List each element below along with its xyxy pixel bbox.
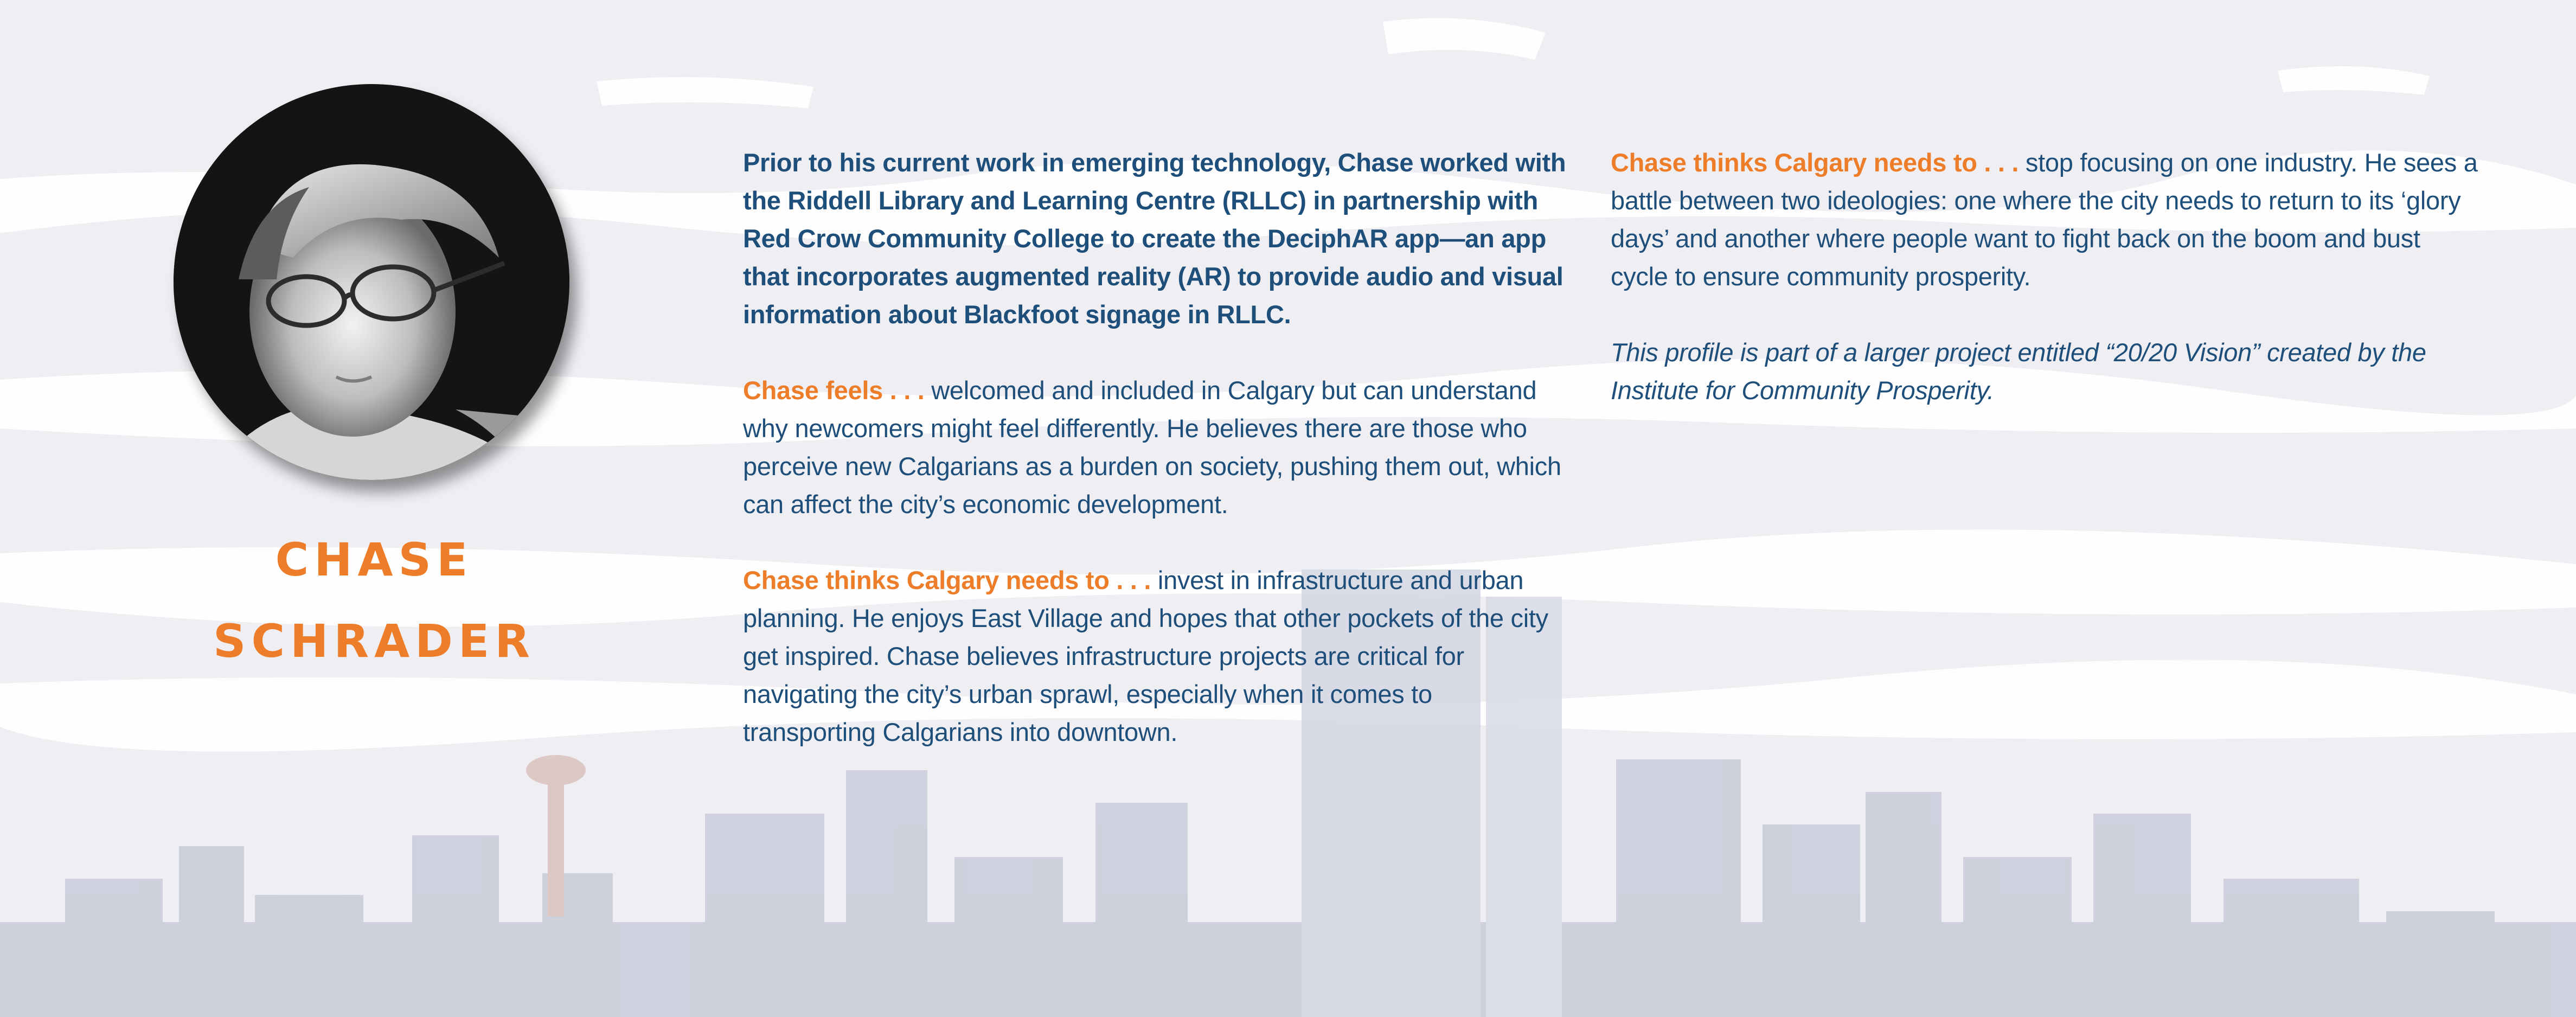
needs-label: Chase thinks Calgary needs to . . . — [743, 566, 1151, 594]
intro-paragraph: Prior to his current work in emerging technology, Chase worked with the Riddell Library and Learning Centre (RLLC) in partnership with Red Crow Community College to create the DeciphAR app—an app that incorporates augmented reality (AR) to provide audio and visual information about Blackfoot signage in RLLC. — [743, 148, 1566, 329]
feels-paragraph — [743, 372, 1567, 523]
feels-label: Chase feels . . . — [743, 376, 925, 405]
profile-first-name: CHASE — [275, 533, 473, 586]
needs-paragraph-industry — [1611, 144, 2478, 296]
profile-photo — [174, 84, 569, 480]
needs-paragraph-infrastructure — [743, 561, 1567, 751]
right-text-column — [1611, 144, 2478, 447]
needs-label: Chase thinks Calgary needs to . . . — [1611, 148, 2019, 177]
feels-text: welcomed and included in Calgary but can understand why newcomers might feel differently. He believes there are those who perceive new Calgarians as a burden on society, pushing them out, which can affect the city’s economic development. — [743, 376, 1561, 519]
left-text-column — [743, 144, 1567, 789]
project-footnote: This profile is part of a larger project entitled “20/20 Vision” created by the Institute for Community Prosperity. — [1611, 338, 2426, 405]
needs-text: stop focusing on one industry. He sees a battle between two ideologies: one where the city needs to return to its ‘glory days’ and another where people want to fight back on the boom and bust cycle to ensure community prosperity. — [1611, 148, 2478, 291]
needs-text: invest in infrastructure and urban planning. He enjoys East Village and hopes that other pockets of the city get inspired. Chase believes infrastructure projects are critical for navigating the city’s urban sprawl, especially when it comes to transporting Calgarians into downtown. — [743, 566, 1548, 746]
profile-last-name: SCHRADER — [213, 615, 535, 668]
